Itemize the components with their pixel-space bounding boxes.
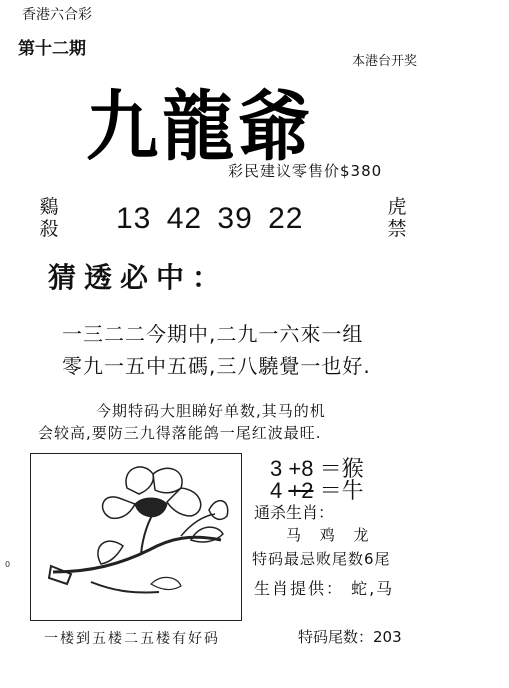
zodiac-provided: 生肖提供： 蛇,马 <box>254 579 395 598</box>
advice-line-1: 今期特码大胆睇好单数,其马的机 <box>96 402 326 420</box>
tail-note: 特码最忌败尾数6尾 <box>252 550 391 568</box>
zodiac-animals: 马 鸡 龙 <box>286 526 369 544</box>
kill-label: 鷄殺 <box>39 196 59 240</box>
eq1-left: 3 <box>270 456 283 481</box>
lottery-name: 香港六合彩 <box>22 7 92 23</box>
poem-line-2: 零九一五中五碼,三八驍覺一也好. <box>62 354 371 378</box>
kill-numbers: 13 42 39 22 <box>116 202 304 235</box>
guess-heading: 猜透必中： <box>48 261 229 294</box>
eq1-result: ＝猴 <box>319 456 364 481</box>
ban-label: 虎禁 <box>387 196 407 240</box>
poem-line-1: 一三二二今期中,二九一六來一组 <box>62 322 364 346</box>
eq2-result: ＝牛 <box>319 478 364 503</box>
broadcast-note: 本港台开奖 <box>352 54 418 69</box>
zodiac-label: 通杀生肖： <box>254 503 335 522</box>
eq1-plus: +8 <box>288 456 314 481</box>
side-mark: 0 <box>5 560 11 569</box>
advice-line-2: 会较高,要防三九得落能鸽一尾红波最旺. <box>38 424 322 442</box>
eq2-left: 4 <box>270 478 283 503</box>
flower-drawing <box>31 454 240 619</box>
footer-left-note: 一楼到五楼二五楼有好码 <box>44 631 220 647</box>
page-title: 九龍爺 <box>86 82 314 171</box>
footer-right-note: 特码尾数：203 <box>298 628 402 646</box>
issue-number: 第十二期 <box>18 39 86 59</box>
eq2-plus: +2 <box>288 478 314 503</box>
flower-illustration <box>30 453 242 621</box>
price-note: 彩民建议零售价$380 <box>228 162 383 180</box>
